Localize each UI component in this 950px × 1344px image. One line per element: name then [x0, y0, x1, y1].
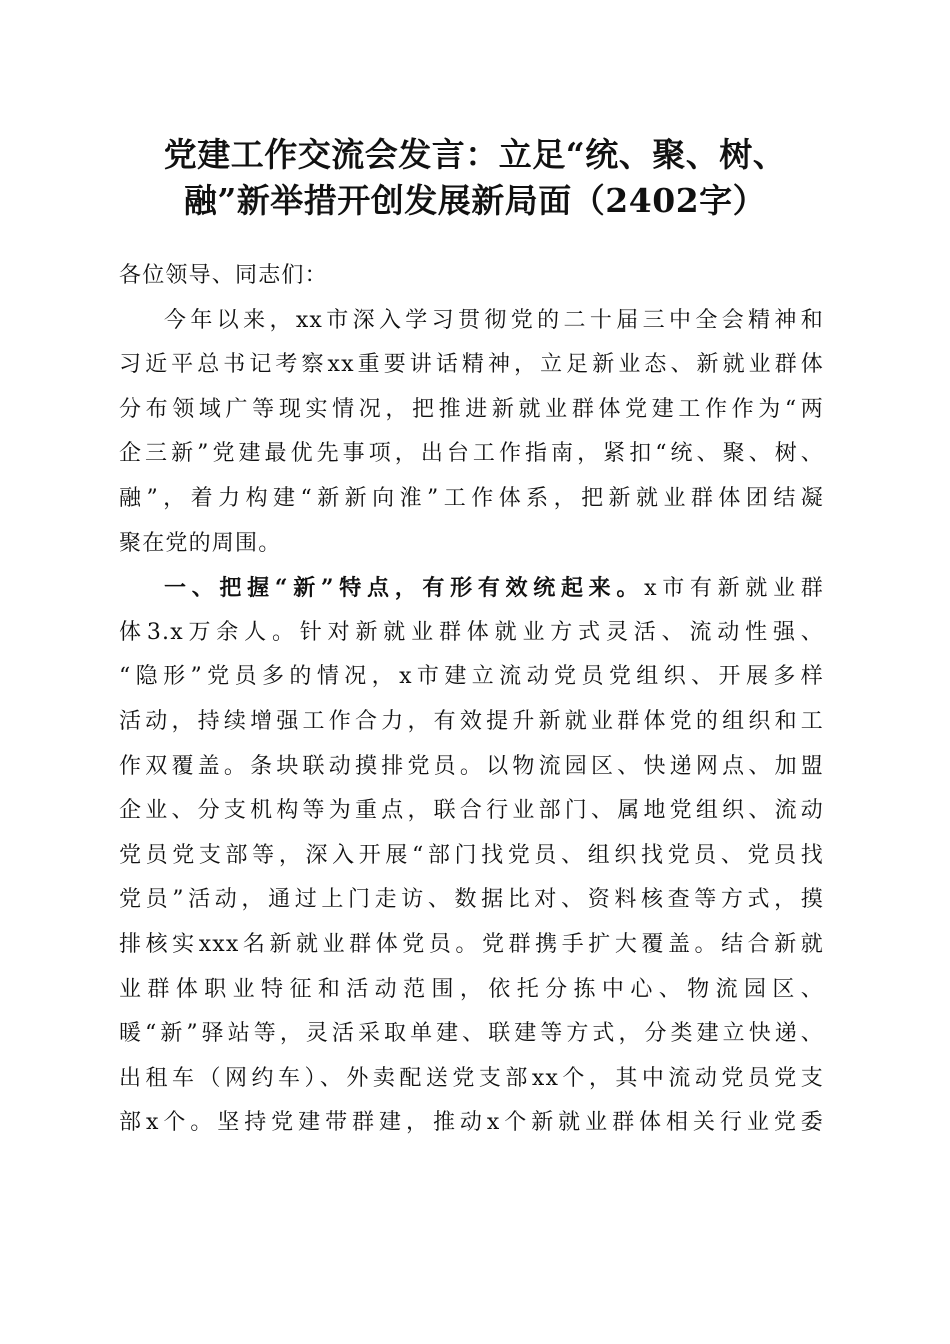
document-body: [119, 254, 859, 1146]
section-heading-line: [119, 566, 824, 611]
paragraph-line: 企三新”党建最优先事项，出台工作指南，紧扣“统、聚、树、: [119, 441, 824, 467]
document-title: [100, 132, 850, 224]
paragraph-line: 企业、分支机构等为重点，联合行业部门、属地党组织、流动: [119, 798, 824, 824]
paragraph-line: 党员”活动，通过上门走访、数据比对、资料核查等方式，摸: [119, 887, 824, 913]
paragraph-line: 活动，持续增强工作合力，有效提升新就业群体党的组织和工: [119, 708, 824, 734]
paragraph-line: 业群体职业特征和活动范围，依托分拣中心、物流园区、: [119, 976, 824, 1002]
title-line-1: 党建工作交流会发言：立足“统、聚、树、: [163, 135, 787, 174]
paragraph-line: 出租车（网约车）、外卖配送党支部xx个，其中流动党员党支: [119, 1065, 824, 1091]
paragraph-line: 分布领域广等现实情况，把推进新就业群体党建工作作为“两: [119, 396, 824, 422]
paragraph-line: 暖“新”驿站等，灵活采取单建、联建等方式，分类建立快递、: [119, 1021, 824, 1047]
paragraph-line: 部x个。坚持党建带群建，推动x个新就业群体相关行业党委: [119, 1110, 824, 1136]
paragraph-line: 习近平总书记考察xx重要讲话精神，立足新业态、新就业群体: [119, 352, 824, 378]
paragraph-line: 融”，着力构建“新新向淮”工作体系，把新就业群体团结凝: [119, 485, 824, 511]
salutation: 各位领导、同志们：: [119, 263, 328, 288]
paragraph-line: 作双覆盖。条块联动摸排党员。以物流园区、快递网点、加盟: [119, 753, 824, 779]
paragraph-line: 今年以来，xx市深入学习贯彻党的二十届三中全会精神和: [164, 307, 824, 333]
paragraph-line: 党员党支部等，深入开展“部门找党员、组织找党员、党员找: [119, 842, 824, 868]
section-heading: 一、把握“新”特点，有形有效统起来。: [164, 575, 645, 602]
paragraph-line: 体3.x万余人。针对新就业群体就业方式灵活、流动性强、: [119, 619, 824, 645]
section-heading-rest: x市有新就业群: [644, 576, 824, 602]
paragraph-line: 聚在党的周围。: [119, 530, 282, 556]
paragraph-line: “隐形”党员多的情况，x市建立流动党员党组织、开展多样: [119, 664, 824, 690]
title-line-2: 融”新举措开创发展新局面（2402字）: [183, 181, 767, 220]
paragraph-line: 排核实xxx名新就业群体党员。党群携手扩大覆盖。结合新就: [119, 931, 824, 957]
